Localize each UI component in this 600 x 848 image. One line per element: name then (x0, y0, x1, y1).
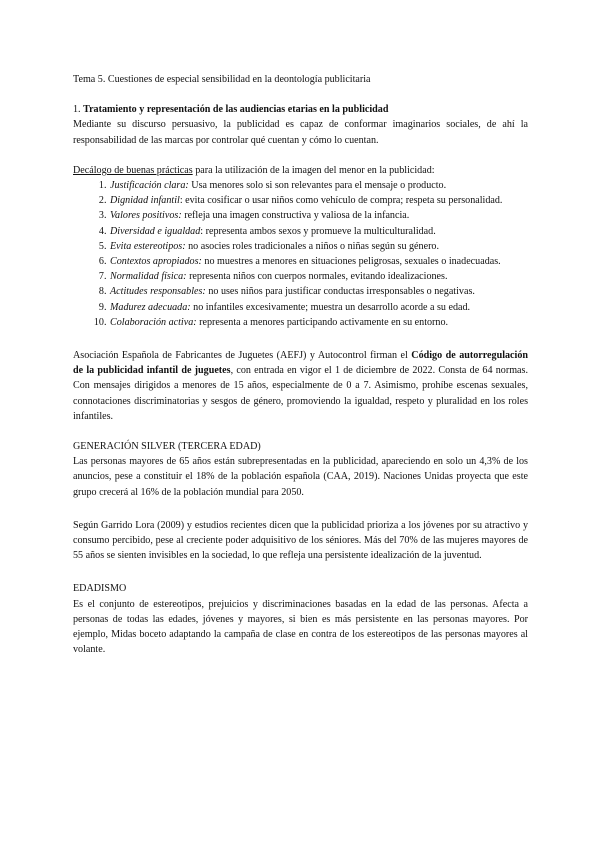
aefj-paragraph (73, 348, 528, 424)
decalogue-item-text: no muestres a menores en situaciones peligrosas, sexuales o inadecuadas. (201, 256, 501, 268)
decalogue-item-text: : evita cosificar o usar niños como vehículo de compra; respeta su personalidad. (179, 195, 503, 207)
decalogue-intro (73, 163, 528, 178)
decalogue-item-1 (109, 178, 528, 193)
decalogue-item-text: no uses niños para justificar conductas irresponsables o negativas. (205, 286, 475, 298)
decalogue-item-term: Contextos apropiados: (110, 256, 202, 268)
decalogue-item-term: Justificación clara: (110, 180, 189, 192)
edadismo-heading: EDADISMO (73, 583, 127, 595)
decalogue-intro-rest: para la utilización de la imagen del menor en la publicidad: (192, 164, 435, 176)
document-page (73, 72, 528, 658)
aefj-text-after: , con entrada en vigor el 1 de diciembre de 2022. Consta de 64 normas. Con mensajes dirigidos a menores de 15 años, especialmente de 0 a 7. Asimismo, prohíbe escenas sexuales, connotaciones discriminatorias y sesgos de género, promoviendo la igualdad, respeto y pluralidad en los roles infantiles. (73, 365, 528, 422)
decalogue-item-term: Dignidad infantil (110, 195, 180, 207)
section-1-heading (73, 102, 528, 117)
decalogue-item-text: no infantiles excesivamente; muestra un desarrollo acorde a su edad. (190, 301, 471, 313)
decalogue-item-text: representa a menores participando activamente en su entorno. (196, 316, 449, 328)
decalogue-item-term: Actitudes responsables: (110, 286, 206, 298)
decalogue-item-text: : representa ambos sexos y promueve la multiculturalidad. (200, 225, 436, 237)
silver-paragraph-2: Según Garrido Lora (2009) y estudios recientes dicen que la publicidad prioriza a los jóvenes por su atractivo y consumo percibido, pese al creciente poder adquisitivo de los séniores. Más del 70% de las mujeres mayores de 55 años se sienten invisibles en la sociedad, lo que refleja una persistente idealización de la juventud. (73, 519, 528, 562)
decalogue-item-10 (109, 315, 528, 330)
decalogue-item-term: Normalidad física: (110, 271, 187, 283)
section-1-title: Tratamiento y representación de las audiencias etarias en la publicidad (83, 104, 389, 116)
decalogue-item-term: Diversidad e igualdad (110, 225, 201, 237)
aefj-text-before: Asociación Española de Fabricantes de Juguetes (AEFJ) y Autocontrol firman el (73, 350, 412, 362)
document-header: Tema 5. Cuestiones de especial sensibilidad en la deontología publicitaria (73, 74, 371, 85)
section-1-intro: Mediante su discurso persuasivo, la publicidad es capaz de conformar imaginarios sociales, de ahí la responsabilidad de las marcas por controlar qué cuentan y cómo lo cuentan. (73, 119, 528, 146)
decalogue-item-text: Usa menores solo si son relevantes para el mensaje o producto. (188, 180, 447, 192)
decalogue-item-text: no asocies roles tradicionales a niños o niñas según su género. (185, 240, 439, 252)
decalogue-item-term: Colaboración activa: (110, 316, 197, 328)
section-1-number: 1. (73, 104, 84, 116)
decalogue-item-text: refleja una imagen constructiva y valiosa de la infancia. (181, 210, 410, 222)
decalogue-item-4 (109, 224, 528, 239)
decalogue-item-8 (109, 284, 528, 299)
decalogue-item-9 (109, 300, 528, 315)
decalogue-item-term: Evita estereotipos: (110, 240, 186, 252)
decalogue-item-term: Valores positivos: (110, 210, 182, 222)
silver-paragraph-1: Las personas mayores de 65 años están subrepresentadas en la publicidad, apareciendo en solo un 4,3% de los anuncios, pese a constituir el 18% de la población española (CAA, 2019). Naciones Unidas proyecta que este grupo crecerá al 16% de la población mundial para 2050. (73, 456, 528, 498)
decalogue-item-6 (109, 254, 528, 269)
decalogue-item-7 (109, 269, 528, 284)
decalogue-item-2 (109, 193, 528, 208)
decalogue-item-5 (109, 239, 528, 254)
decalogue-list (73, 178, 528, 330)
decalogue-item-text: representa niños con cuerpos normales, evitando idealizaciones. (186, 271, 448, 283)
decalogue-item-3 (109, 208, 528, 223)
edadismo-paragraph: Es el conjunto de estereotipos, prejuicios y discriminaciones basadas en la edad de las personas. Afecta a personas de todas las edades, jóvenes y mayores, si bien es más persistente en las personas mayores. Por ejemplo, Midas boceto adaptando la campaña de clase en contra de los estereotipos de las personas mayores al volante. (73, 598, 528, 656)
aefj-code-title: Código de autorregulación de la publicidad infantil de juguetes (73, 350, 528, 377)
decalogue-title: Decálogo de buenas prácticas (73, 164, 193, 176)
decalogue-item-term: Madurez adecuada: (110, 301, 191, 313)
silver-heading: GENERACIÓN SILVER (TERCERA EDAD) (73, 441, 261, 453)
